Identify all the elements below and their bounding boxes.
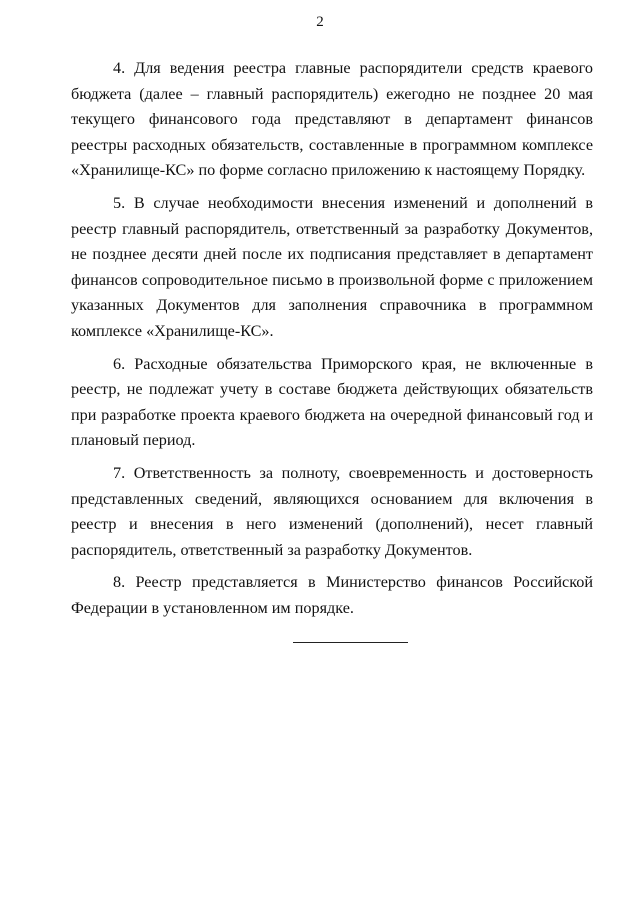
paragraph-7: 7. Ответственность за полноту, своевременность и достоверность представленных сведений, являющихся основанием для включения в реестр и внесения в него изменений (дополнений), несет главный распорядитель, ответственный за разработку Документов. (71, 463, 593, 559)
document-body (71, 56, 593, 628)
paragraph-5: 5. В случае необходимости внесения изменений и дополнений в реестр главный распорядитель, ответственный за разработку Документов, не позднее десяти дней после их подписания представляет в департамент финансов сопроводительное письмо в произвольной форме с приложением указанных Документов для заполнения справочника в программном комплексе «Хранилище-КС». (71, 193, 593, 340)
end-of-document-line (293, 642, 408, 643)
paragraph-8: 8. Реестр представляется в Министерство финансов Российской Федерации в установленном им порядке. (71, 573, 593, 617)
paragraph-4: 4. Для ведения реестра главные распорядители средств краевого бюджета (далее – главный распорядитель) ежегодно не позднее 20 мая текущего финансового года представляют в департамент финансов реестры расходных обязательств, составленные в программном комплексе «Хранилище-КС» по форме согласно приложению к настоящему Порядку. (71, 59, 593, 180)
page-number: 2 (316, 14, 324, 30)
paragraph-6: 6. Расходные обязательства Приморского края, не включенные в реестр, не подлежат учету в составе бюджета действующих обязательств при разработке проекта краевого бюджета на очередной финансовый год и плановый период. (71, 354, 593, 450)
